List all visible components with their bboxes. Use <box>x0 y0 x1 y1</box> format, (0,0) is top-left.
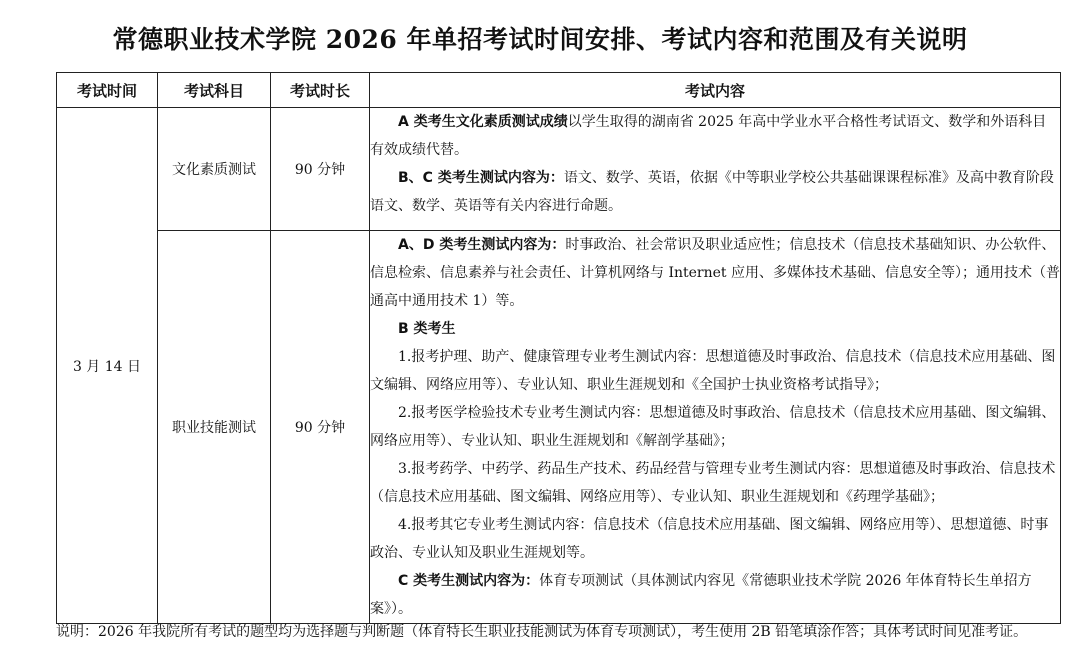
paragraph-text: 3.报考药学、中药学、药品生产技术、药品经营与管理专业考生测试内容：思想道德及时事政治、信息技术（信息技术应用基础、图文编辑、网络应用等）、专业认知、职业生涯规划和《药理学基础》； <box>370 461 1056 505</box>
subject-cell-vocational: 职业技能测试 <box>158 231 271 624</box>
paragraph-lead: A、D 类考生测试内容为： <box>398 237 566 253</box>
header-exam-duration: 考试时长 <box>271 73 370 108</box>
content-cell-culture <box>370 108 1061 231</box>
content-paragraph <box>370 567 1060 623</box>
paragraph-lead: A 类考生文化素质测试成绩 <box>398 114 568 130</box>
paragraph-text: 4.报考其它专业考生测试内容：信息技术（信息技术应用基础、图文编辑、网络应用等）、思想道德、时事政治、专业认知及职业生涯规划等。 <box>370 517 1049 561</box>
paragraph-text: 以学生取得的湖南省 2025 年高中学业水平合格性考试语文、数学和外语科目有效成绩代替。 <box>370 114 1047 158</box>
content-paragraph <box>370 343 1060 399</box>
table-row-vocational <box>57 231 1061 624</box>
content-paragraph <box>370 455 1060 511</box>
subject-cell-culture: 文化素质测试 <box>158 108 271 231</box>
duration-cell-culture: 90 分钟 <box>271 108 370 231</box>
content-paragraph <box>370 399 1060 455</box>
exam-schedule-table <box>56 72 1061 624</box>
paragraph-lead: B、C 类考生测试内容为： <box>398 170 564 186</box>
content-paragraph <box>370 315 1060 343</box>
content-cell-vocational <box>370 231 1061 624</box>
paragraph-text: 2.报考医学检验技术专业考生测试内容：思想道德及时事政治、信息技术（信息技术应用基础、图文编辑、网络应用等）、专业认知、职业生涯规划和《解剖学基础》； <box>370 405 1056 449</box>
paragraph-text: 1.报考护理、助产、健康管理专业考生测试内容：思想道德及时事政治、信息技术（信息技术应用基础、图文编辑、网络应用等）、专业认知、职业生涯规划和《全国护士执业资格考试指导》； <box>370 349 1056 393</box>
header-exam-time: 考试时间 <box>57 73 158 108</box>
header-exam-content: 考试内容 <box>370 73 1061 108</box>
paragraph-text: 体育专项测试（具体测试内容见《常德职业技术学院 2026 年体育特长生单招方案》）。 <box>370 573 1032 617</box>
table-header-row <box>57 73 1061 108</box>
header-exam-subject: 考试科目 <box>158 73 271 108</box>
paragraph-lead: C 类考生测试内容为： <box>398 573 540 589</box>
paragraph-text: 时事政治、社会常识及职业适应性；信息技术（信息技术基础知识、办公软件、信息检索、信息素养与社会责任、计算机网络与 Internet 应用、多媒体技术基础、信息安全等）；通用技术（普通高中通用技术 1）等。 <box>370 237 1060 309</box>
exam-date-cell: 3 月 14 日 <box>57 108 158 624</box>
content-paragraph <box>370 231 1060 315</box>
table-row-culture <box>57 108 1061 231</box>
footnote: 说明：2026 年我院所有考试的题型均为选择题与判断题（体育特长生职业技能测试为体育专项测试），考生使用 2B 铅笔填涂作答；具体考试时间见准考证。 <box>56 624 1028 640</box>
paragraph-lead: B 类考生 <box>398 321 456 337</box>
content-paragraph <box>370 164 1060 220</box>
duration-cell-vocational: 90 分钟 <box>271 231 370 624</box>
paragraph-text: 语文、数学、英语，依据《中等职业学校公共基础课课程标准》及高中教育阶段语文、数学、英语等有关内容进行命题。 <box>370 170 1054 214</box>
content-paragraph <box>370 108 1060 164</box>
content-paragraph <box>370 511 1060 567</box>
page-title: 常德职业技术学院 2026 年单招考试时间安排、考试内容和范围及有关说明 <box>112 25 968 54</box>
